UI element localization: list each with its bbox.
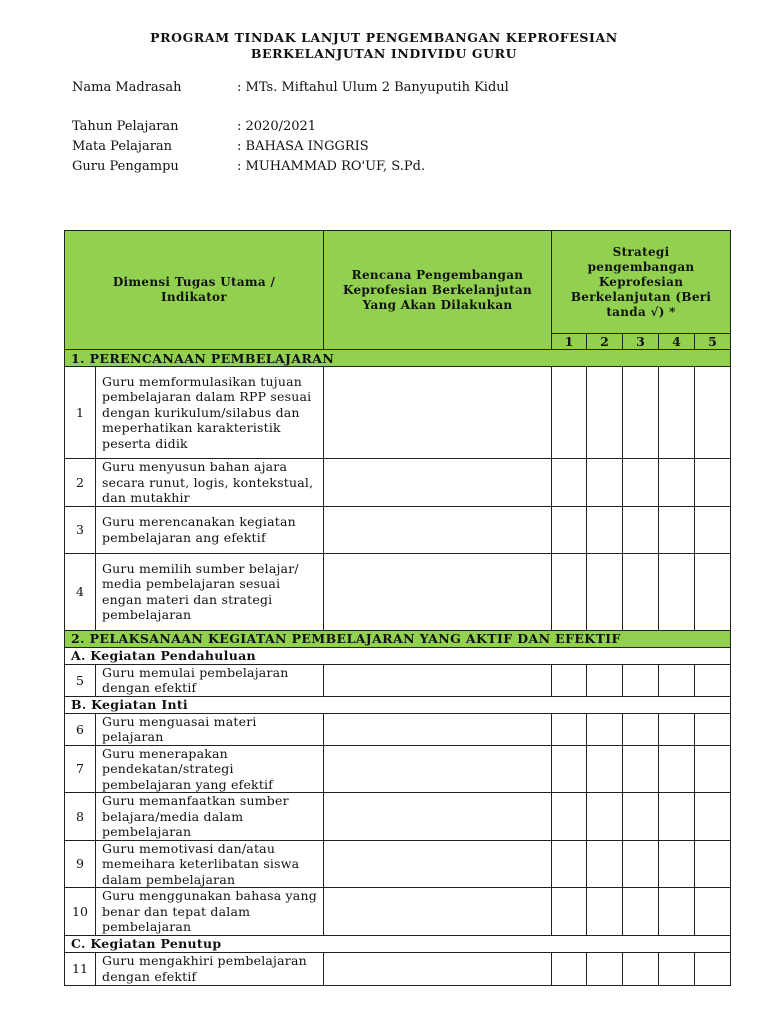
strategy-cell[interactable] [623, 459, 659, 507]
strategy-cell[interactable] [659, 888, 695, 936]
strategy-cell[interactable] [623, 553, 659, 630]
row-indicator: Guru merencanakan kegiatan pembelajaran ang efektif [96, 506, 324, 553]
strategy-cell[interactable] [552, 745, 587, 793]
row-indicator: Guru memulai pembelajaran dengan efektif [96, 664, 324, 696]
row-number: 5 [65, 664, 96, 696]
info-value: : 2020/2021 [237, 119, 317, 134]
table-row [65, 793, 731, 841]
plan-cell[interactable] [324, 553, 552, 630]
row-indicator: Guru menyusun bahan ajara secara runut, logis, kontekstual, dan mutakhir [96, 459, 324, 507]
table-row [65, 367, 731, 459]
strategy-cell[interactable] [552, 553, 587, 630]
row-indicator: Guru menerapakan pendekatan/strategi pembelajaran yang efektif [96, 745, 324, 793]
info-guru [72, 157, 425, 177]
strategy-cell[interactable] [623, 840, 659, 888]
strategy-cell[interactable] [552, 888, 587, 936]
subsection-penutup: C. Kegiatan Penutup [65, 935, 731, 952]
strategy-cell[interactable] [552, 840, 587, 888]
row-indicator: Guru memilih sumber belajar/ media pembelajaran sesuai engan materi dan strategi pembelajaran [96, 553, 324, 630]
strategy-cell[interactable] [623, 506, 659, 553]
strategy-cell[interactable] [659, 664, 695, 696]
info-label: Tahun Pelajaran [72, 119, 179, 134]
row-indicator: Guru memformulasikan tujuan pembelajaran dalam RPP sesuai dengan kurikulum/silabus dan meperhatikan karakteristik peserta didik [96, 367, 324, 459]
strategy-cell[interactable] [695, 553, 731, 630]
row-number: 1 [65, 367, 96, 459]
row-indicator: Guru mengakhiri pembelajaran dengan efektif [96, 952, 324, 985]
document-title [0, 30, 768, 62]
info-mapel [72, 137, 369, 157]
row-number: 10 [65, 888, 96, 936]
plan-cell[interactable] [324, 840, 552, 888]
table-row [65, 888, 731, 936]
strategy-col-2: 2 [587, 334, 623, 350]
plan-cell[interactable] [324, 745, 552, 793]
strategy-cell[interactable] [659, 840, 695, 888]
table-row [65, 840, 731, 888]
strategy-cell[interactable] [695, 840, 731, 888]
strategy-cell[interactable] [623, 793, 659, 841]
strategy-cell[interactable] [659, 506, 695, 553]
strategy-cell[interactable] [623, 745, 659, 793]
table-row [65, 506, 731, 553]
strategy-cell[interactable] [695, 888, 731, 936]
plan-cell[interactable] [324, 367, 552, 459]
strategy-cell[interactable] [587, 952, 623, 985]
row-number: 8 [65, 793, 96, 841]
strategy-cell[interactable] [623, 367, 659, 459]
strategy-cell[interactable] [587, 888, 623, 936]
plan-cell[interactable] [324, 459, 552, 507]
strategy-cell[interactable] [587, 664, 623, 696]
table-row [65, 713, 731, 745]
strategy-cell[interactable] [552, 713, 587, 745]
strategy-cell[interactable] [587, 553, 623, 630]
strategy-cell[interactable] [659, 553, 695, 630]
strategy-col-4: 4 [659, 334, 695, 350]
row-number: 4 [65, 553, 96, 630]
row-indicator: Guru memanfaatkan sumber belajara/media dalam pembelajaran [96, 793, 324, 841]
strategy-cell[interactable] [659, 793, 695, 841]
strategy-col-5: 5 [695, 334, 731, 350]
row-indicator: Guru menguasai materi pelajaran [96, 713, 324, 745]
plan-cell[interactable] [324, 952, 552, 985]
row-number: 9 [65, 840, 96, 888]
table-row [65, 553, 731, 630]
strategy-col-1: 1 [552, 334, 587, 350]
strategy-cell[interactable] [552, 793, 587, 841]
strategy-cell[interactable] [659, 952, 695, 985]
strategy-cell[interactable] [695, 664, 731, 696]
strategy-cell[interactable] [695, 745, 731, 793]
strategy-cell[interactable] [552, 459, 587, 507]
plan-cell[interactable] [324, 506, 552, 553]
strategy-cell[interactable] [552, 506, 587, 553]
strategy-cell[interactable] [623, 952, 659, 985]
plan-cell[interactable] [324, 713, 552, 745]
info-label: Nama Madrasah [72, 80, 182, 95]
strategy-cell[interactable] [659, 713, 695, 745]
plan-cell[interactable] [324, 793, 552, 841]
table-row [65, 952, 731, 985]
info-tahun [72, 117, 316, 137]
strategy-cell[interactable] [695, 506, 731, 553]
table-row [65, 745, 731, 793]
plan-cell[interactable] [324, 888, 552, 936]
title-line-2: BERKELANJUTAN INDIVIDU GURU [250, 46, 518, 61]
strategy-cell[interactable] [695, 952, 731, 985]
header-strategy: Strategi pengembangan Keprofesian Berkelanjutan (Beri tanda √) * [552, 231, 731, 334]
info-value: : MTs. Miftahul Ulum 2 Banyuputih Kidul [237, 80, 509, 95]
strategy-col-3: 3 [623, 334, 659, 350]
strategy-cell[interactable] [695, 793, 731, 841]
strategy-cell[interactable] [587, 367, 623, 459]
strategy-cell[interactable] [623, 888, 659, 936]
subsection-inti: B. Kegiatan Inti [65, 696, 731, 713]
strategy-cell[interactable] [659, 367, 695, 459]
strategy-cell[interactable] [695, 367, 731, 459]
info-madrasah [72, 78, 509, 98]
info-value: : MUHAMMAD RO'UF, S.Pd. [237, 159, 426, 174]
strategy-cell[interactable] [695, 459, 731, 507]
section-pelaksanaan: 2. PELAKSANAAN KEGIATAN PEMBELAJARAN YANG AKTIF DAN EFEKTIF [65, 630, 731, 647]
row-number: 7 [65, 745, 96, 793]
row-number: 11 [65, 952, 96, 985]
strategy-cell[interactable] [587, 745, 623, 793]
info-value: : BAHASA INGGRIS [237, 139, 369, 154]
strategy-cell[interactable] [552, 367, 587, 459]
row-number: 2 [65, 459, 96, 507]
strategy-cell[interactable] [552, 952, 587, 985]
table-row [65, 664, 731, 696]
row-indicator: Guru menggunakan bahasa yang benar dan tepat dalam pembelajaran [96, 888, 324, 936]
strategy-cell[interactable] [659, 745, 695, 793]
strategy-cell[interactable] [552, 664, 587, 696]
strategy-cell[interactable] [623, 664, 659, 696]
row-indicator: Guru memotivasi dan/atau memeihara keterlibatan siswa dalam pembelajaran [96, 840, 324, 888]
strategy-cell[interactable] [587, 793, 623, 841]
section-perencanaan: 1. PERENCANAAN PEMBELAJARAN [65, 350, 731, 367]
title-line-1: PROGRAM TINDAK LANJUT PENGEMBANGAN KEPROFESIAN [150, 30, 618, 45]
row-number: 6 [65, 713, 96, 745]
plan-cell[interactable] [324, 664, 552, 696]
strategy-cell[interactable] [623, 713, 659, 745]
info-label: Mata Pelajaran [72, 139, 173, 154]
strategy-cell[interactable] [587, 459, 623, 507]
strategy-cell[interactable] [587, 840, 623, 888]
development-plan-table [64, 230, 731, 986]
header-plan: Rencana Pengembangan Keprofesian Berkelanjutan Yang Akan Dilakukan [324, 231, 552, 350]
strategy-cell[interactable] [587, 506, 623, 553]
row-number: 3 [65, 506, 96, 553]
strategy-cell[interactable] [587, 713, 623, 745]
info-label: Guru Pengampu [72, 159, 179, 174]
subsection-pendahuluan: A. Kegiatan Pendahuluan [65, 647, 731, 664]
strategy-cell[interactable] [695, 713, 731, 745]
header-dimension: Dimensi Tugas Utama / Indikator [65, 231, 324, 350]
strategy-cell[interactable] [659, 459, 695, 507]
table-row [65, 459, 731, 507]
